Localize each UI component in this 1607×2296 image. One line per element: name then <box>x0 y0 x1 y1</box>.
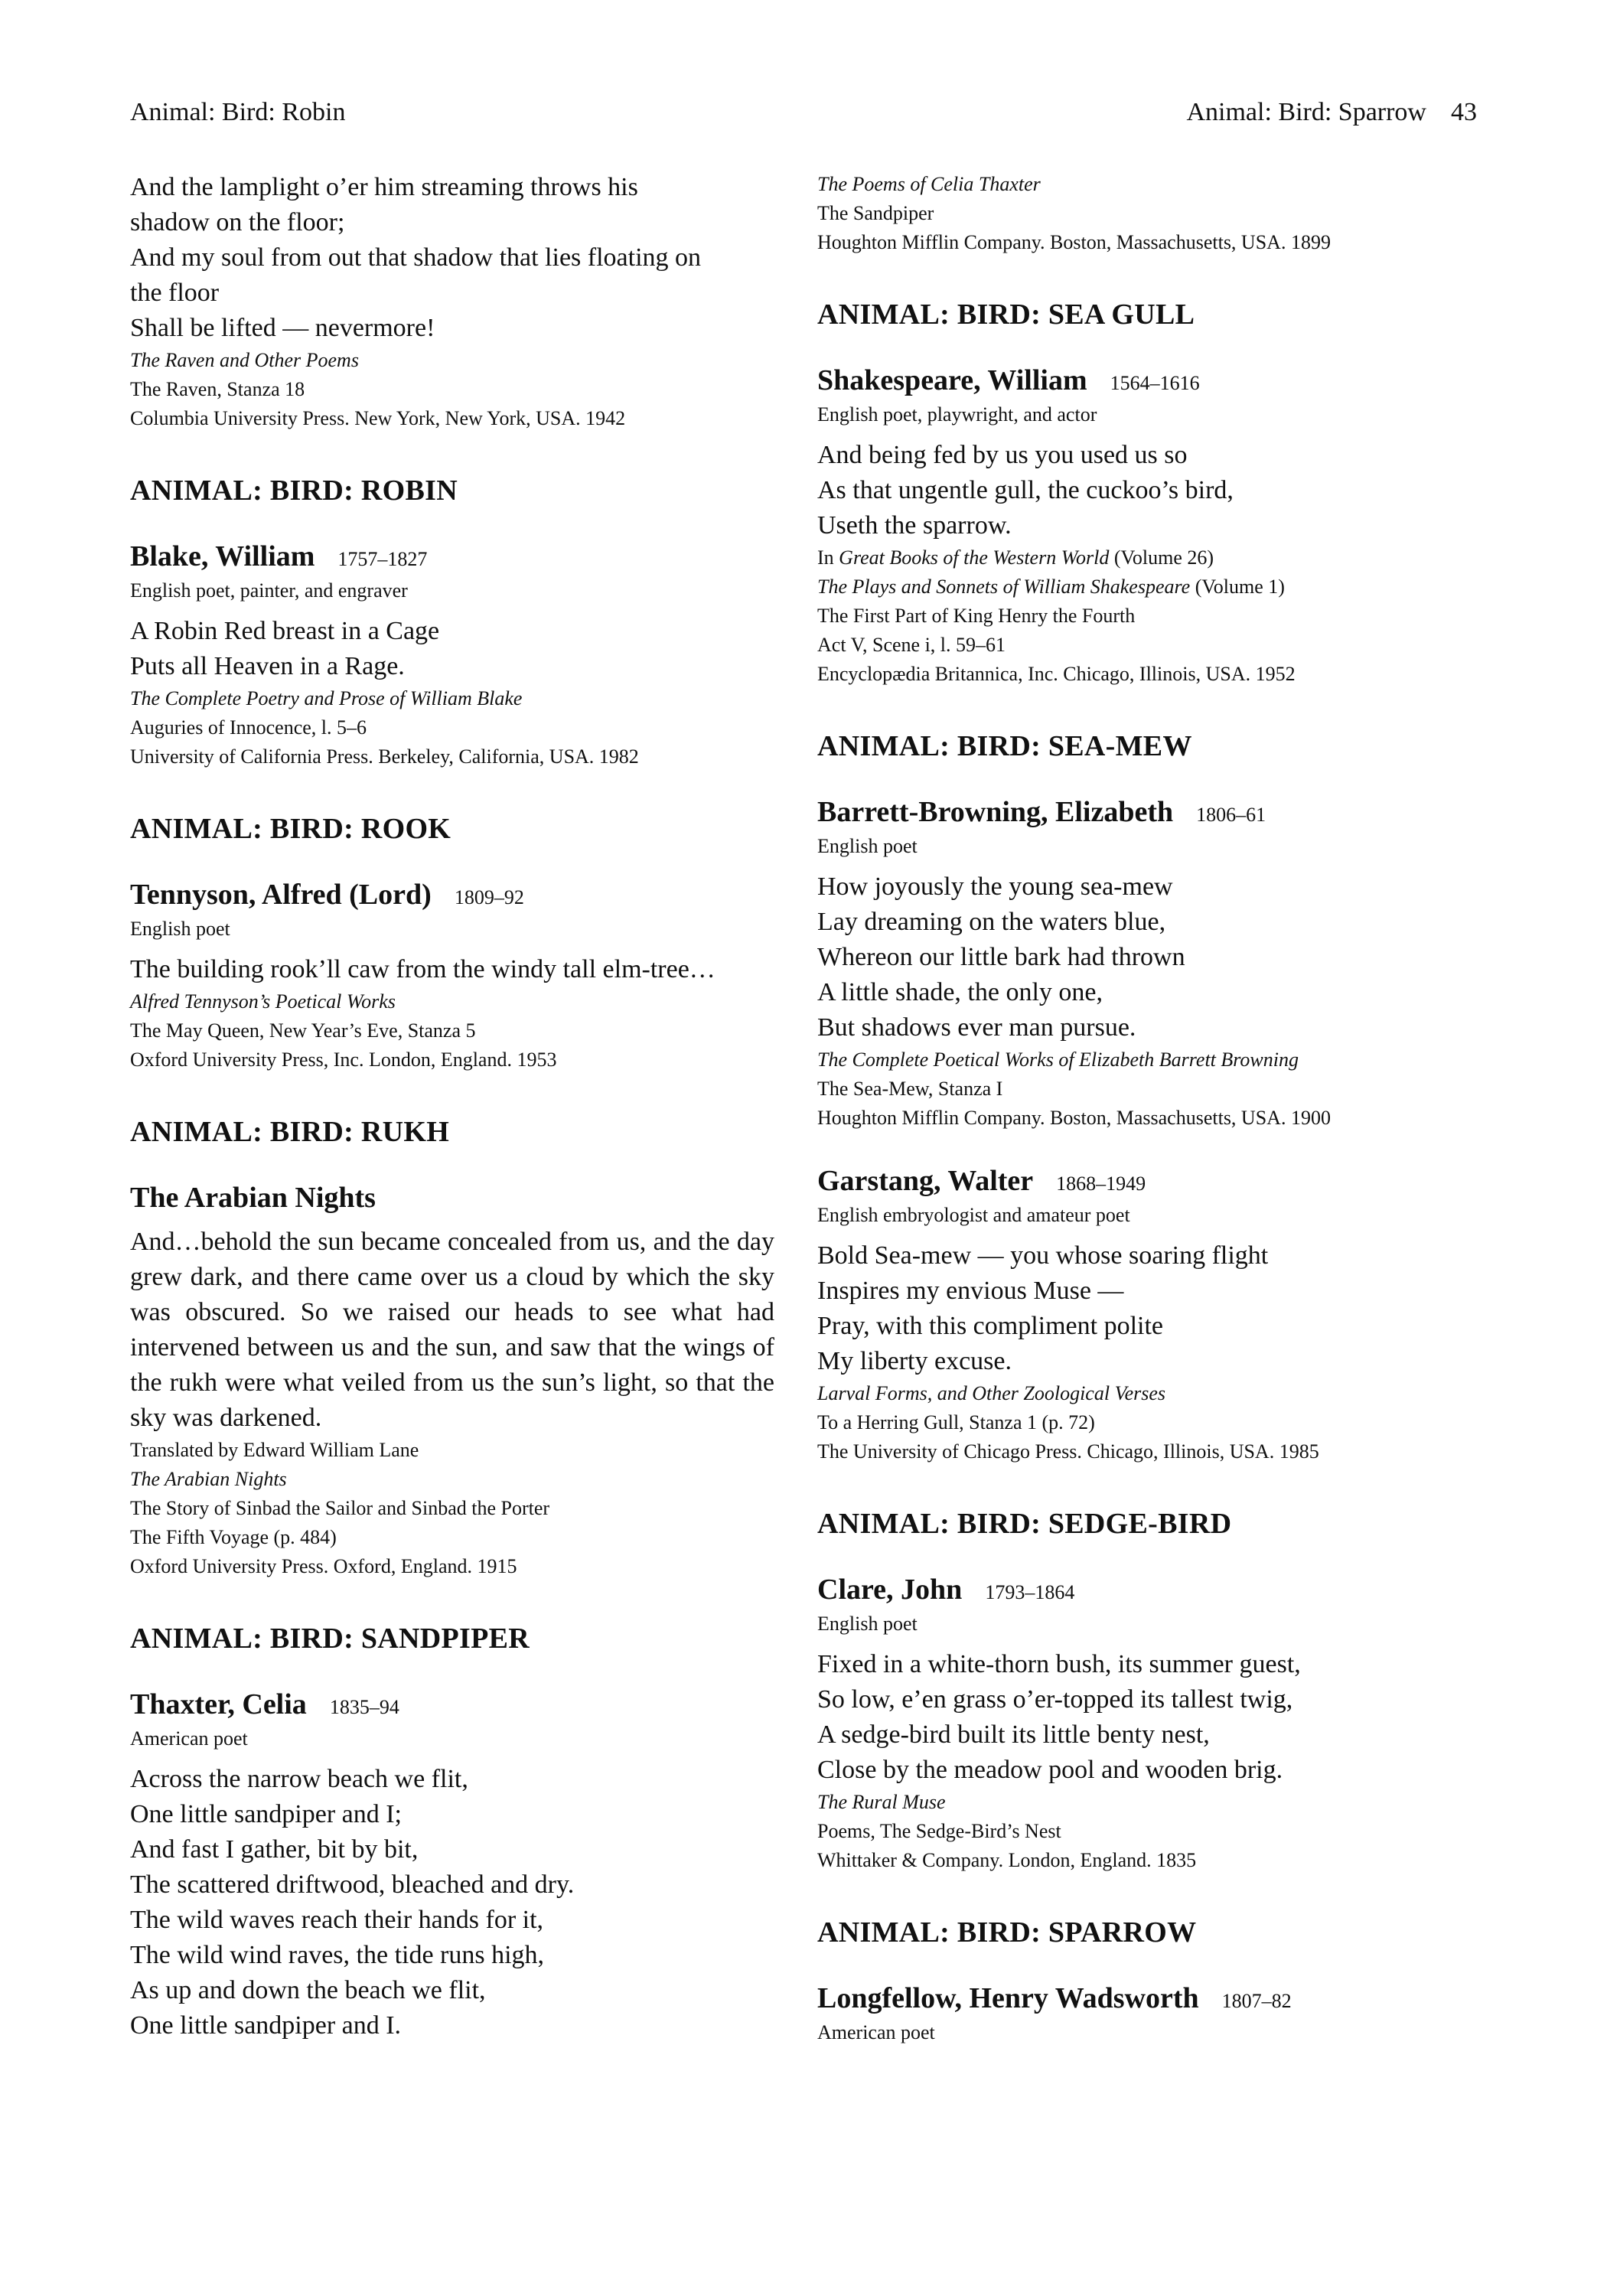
citations <box>130 1436 774 1581</box>
quote-line: As that ungentle gull, the cuckoo’s bird, <box>817 476 1234 504</box>
section-heading-rukh: ANIMAL: BIRD: RUKH <box>130 1116 450 1148</box>
page-number: 43 <box>1451 98 1477 126</box>
citation-line: The Sandpiper <box>817 202 934 224</box>
citation-line: Houghton Mifflin Company. Boston, Massachusetts, USA. 1900 <box>817 1107 1331 1129</box>
left-column <box>130 170 774 2043</box>
quote-line: Close by the meadow pool and wooden brig. <box>817 1756 1283 1784</box>
citation-line: The Story of Sinbad the Sailor and Sinbad the Porter <box>130 1497 550 1519</box>
author-entry <box>817 794 1472 833</box>
source-title: Great Books of the Western World <box>839 546 1110 569</box>
source-title: The Poems of Celia Thaxter <box>817 173 1041 195</box>
running-head-right-title: Animal: Bird: Sparrow <box>1186 98 1426 126</box>
citation-line: Poems, The Sedge-Bird’s Nest <box>817 1820 1061 1842</box>
author-entry <box>817 1981 1472 2019</box>
author-entry <box>817 1572 1472 1610</box>
quote-line: The wild waves reach their hands for it, <box>130 1906 544 1934</box>
citation-in-line <box>817 543 1472 572</box>
right-column <box>817 170 1472 2047</box>
section-heading-robin: ANIMAL: BIRD: ROBIN <box>130 475 458 507</box>
citations <box>817 1379 1472 1466</box>
author-description: English poet <box>130 918 230 940</box>
quote-line: And the lamplight o’er him streaming throws his <box>130 173 638 201</box>
author-entry <box>817 363 1472 401</box>
author-name: Blake, William <box>130 540 315 572</box>
citation-line: University of California Press. Berkeley, California, USA. 1982 <box>130 745 639 768</box>
quote-line: Shall be lifted — nevermore! <box>130 314 435 342</box>
citations <box>817 1788 1472 1875</box>
source-title: The Arabian Nights <box>130 1468 287 1490</box>
author-entry <box>130 1687 774 1725</box>
citation-line: To a Herring Gull, Stanza 1 (p. 72) <box>817 1411 1095 1433</box>
quote-line: And my soul from out that shadow that lies floating on <box>130 243 702 272</box>
source-title: Larval Forms, and Other Zoological Verses <box>817 1382 1165 1404</box>
author-description: English embryologist and amateur poet <box>817 1204 1130 1226</box>
quote-line: And fast I gather, bit by bit, <box>130 1835 419 1864</box>
quote <box>817 438 1472 543</box>
author-name: Clare, John <box>817 1574 963 1606</box>
quote-line: My liberty excuse. <box>817 1347 1012 1375</box>
citations <box>817 543 1472 689</box>
running-head-left: Animal: Bird: Robin <box>130 98 346 126</box>
quote-line: The building rook’ll caw from the windy tall elm-tree… <box>130 955 715 983</box>
author-dates: 1564–1616 <box>1110 372 1200 394</box>
citation-line: The First Part of King Henry the Fourth <box>817 605 1136 627</box>
citation-line: The Raven, Stanza 18 <box>130 378 305 400</box>
author-description: English poet <box>817 835 918 857</box>
section-heading-sandpiper: ANIMAL: BIRD: SANDPIPER <box>130 1623 530 1655</box>
in-prefix: In <box>817 546 834 569</box>
author-dates: 1806–61 <box>1196 804 1266 826</box>
section-heading-sparrow: ANIMAL: BIRD: SPARROW <box>817 1916 1197 1949</box>
quote-line: Fixed in a white-thorn bush, its summer guest, <box>817 1650 1301 1678</box>
source-title: Alfred Tennyson’s Poetical Works <box>130 990 396 1013</box>
source-title: The Plays and Sonnets of William Shakespeare <box>817 576 1191 598</box>
citation-line: The May Queen, New Year’s Eve, Stanza 5 <box>130 1019 476 1042</box>
citation-line: Oxford University Press. Oxford, England. 1915 <box>130 1555 517 1577</box>
source-title: The Complete Poetical Works of Elizabeth Barrett Browning <box>817 1049 1299 1071</box>
quote <box>817 869 1472 1045</box>
author-name: Barrett-Browning, Elizabeth <box>817 796 1174 828</box>
author-dates: 1809–92 <box>454 886 524 908</box>
author-name: The Arabian Nights <box>130 1182 376 1214</box>
quote-line: But shadows ever man pursue. <box>817 1013 1136 1042</box>
quote-line: A Robin Red breast in a Cage <box>130 617 440 645</box>
citation-line: Oxford University Press, Inc. London, England. 1953 <box>130 1049 557 1071</box>
quote-line: Bold Sea-mew — you whose soaring flight <box>817 1241 1269 1270</box>
quote-line: shadow on the floor; <box>130 208 345 236</box>
author-dates: 1868–1949 <box>1056 1172 1146 1195</box>
author-name: Thaxter, Celia <box>130 1688 307 1720</box>
volume: (Volume 1) <box>1195 576 1285 598</box>
section-heading-sea-gull: ANIMAL: BIRD: SEA GULL <box>817 298 1195 331</box>
citations <box>130 684 774 771</box>
author-dates: 1757–1827 <box>337 548 428 570</box>
citations <box>817 1045 1472 1133</box>
citation-line: The Fifth Voyage (p. 484) <box>130 1526 337 1548</box>
author-dates: 1835–94 <box>329 1696 399 1718</box>
quote-line: Pray, with this compliment polite <box>817 1312 1164 1340</box>
quote-line: the floor <box>130 279 220 307</box>
section-heading-rook: ANIMAL: BIRD: ROOK <box>130 813 451 845</box>
citation-line: The Sea-Mew, Stanza I <box>817 1078 1003 1100</box>
citation-plays-line <box>817 572 1472 602</box>
quote <box>817 1238 1472 1379</box>
citations <box>130 987 774 1075</box>
author-name: Longfellow, Henry Wadsworth <box>817 1982 1199 2014</box>
author-entry <box>817 1163 1472 1202</box>
author-dates: 1793–1864 <box>985 1581 1075 1603</box>
translator-line: Translated by Edward William Lane <box>130 1439 419 1461</box>
quote <box>130 614 774 684</box>
citation-line: Columbia University Press. New York, New York, USA. 1942 <box>130 407 626 429</box>
citation-line: Houghton Mifflin Company. Boston, Massachusetts, USA. 1899 <box>817 231 1331 253</box>
prose-quote: And…behold the sun became concealed from us, and the day grew dark, and there came over us a cloud by which the sky was obscured. So we raised our heads to see what had intervened between us and the sun, and saw that the wings of the rukh were what veiled from us the sun’s light, so that the sky was darkened. <box>130 1228 774 1432</box>
source-title: The Raven and Other Poems <box>130 349 359 371</box>
citations <box>817 170 1472 257</box>
author-description: American poet <box>130 1727 248 1750</box>
quote-line: Whereon our little bark had thrown <box>817 943 1185 971</box>
volume: (Volume 26) <box>1113 546 1214 569</box>
quote <box>817 1647 1472 1788</box>
author-entry <box>130 539 774 577</box>
citation-line: Whittaker & Company. London, England. 1835 <box>817 1849 1197 1871</box>
quote-line: How joyously the young sea-mew <box>817 872 1173 901</box>
quote-line: One little sandpiper and I; <box>130 1800 403 1828</box>
section-heading-sedge-bird: ANIMAL: BIRD: SEDGE-BIRD <box>817 1508 1232 1540</box>
source-title: The Rural Muse <box>817 1791 946 1813</box>
running-head <box>130 98 1477 133</box>
quote <box>130 1762 774 2043</box>
citation-line: Encyclopædia Britannica, Inc. Chicago, Illinois, USA. 1952 <box>817 663 1296 685</box>
quote-line: Puts all Heaven in a Rage. <box>130 652 405 680</box>
quote-line: The wild wind raves, the tide runs high, <box>130 1941 545 1969</box>
citation-line: Act V, Scene i, l. 59–61 <box>817 634 1006 656</box>
author-name: Shakespeare, William <box>817 364 1087 396</box>
section-heading-sea-mew: ANIMAL: BIRD: SEA-MEW <box>817 730 1192 762</box>
quote-line: The scattered driftwood, bleached and dry. <box>130 1870 575 1899</box>
quote-line: Useth the sparrow. <box>817 511 1012 540</box>
source-title: The Complete Poetry and Prose of William Blake <box>130 687 523 709</box>
continuation-citations <box>130 346 774 433</box>
author-name: Garstang, Walter <box>817 1165 1034 1197</box>
author-description: English poet <box>817 1613 918 1635</box>
author-description: American poet <box>817 2021 935 2043</box>
quote-line: A sedge-bird built its little benty nest, <box>817 1720 1210 1749</box>
running-head-right <box>1186 98 1477 127</box>
quote-line: Lay dreaming on the waters blue, <box>817 908 1166 936</box>
continuation-quote <box>130 170 774 346</box>
author-entry <box>130 1180 774 1215</box>
quote-line: Across the narrow beach we flit, <box>130 1765 468 1793</box>
quote-line: So low, e’en grass o’er-topped its tallest twig, <box>817 1685 1293 1714</box>
quote-line: And being fed by us you used us so <box>817 441 1188 469</box>
citation-line: Auguries of Innocence, l. 5–6 <box>130 716 367 739</box>
author-name: Tennyson, Alfred (Lord) <box>130 879 432 911</box>
quote-line: As up and down the beach we flit, <box>130 1976 486 2004</box>
author-description: English poet, painter, and engraver <box>130 579 408 602</box>
author-entry <box>130 877 774 915</box>
quote <box>130 952 774 987</box>
quote-line: A little shade, the only one, <box>817 978 1103 1006</box>
quote-line: Inspires my envious Muse — <box>817 1277 1124 1305</box>
author-description: English poet, playwright, and actor <box>817 403 1097 426</box>
quote-line: One little sandpiper and I. <box>130 2011 402 2040</box>
author-dates: 1807–82 <box>1221 1990 1292 2012</box>
citation-line: The University of Chicago Press. Chicago, Illinois, USA. 1985 <box>817 1440 1319 1463</box>
